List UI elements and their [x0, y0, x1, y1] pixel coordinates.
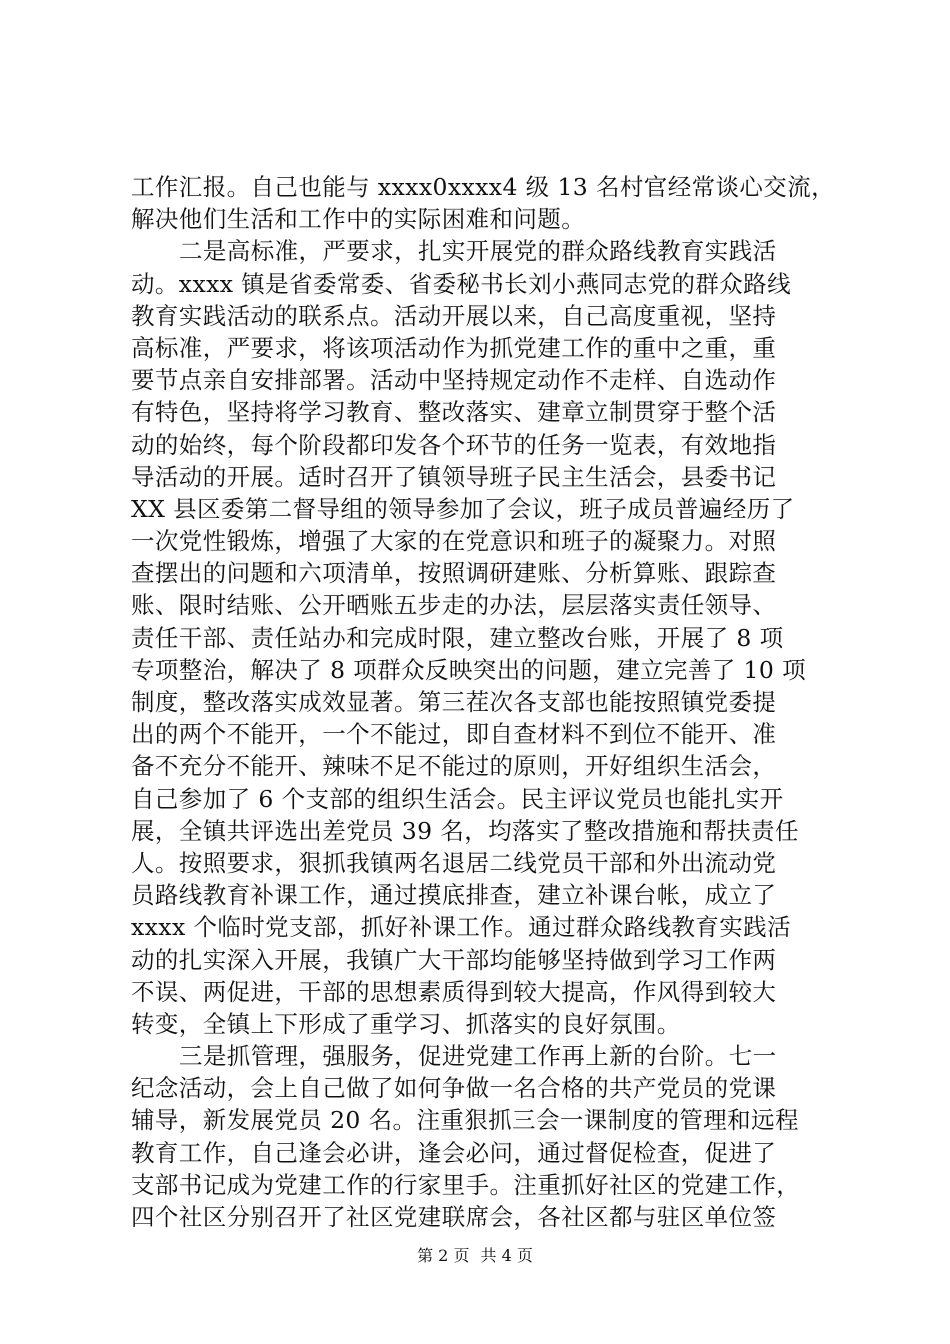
text-line: 动的始终，每个阶段都印发各个环节的任务一览表，有效地指 [131, 430, 777, 459]
text-line: XX 县区委第二督导组的领导参加了会议，班子成员普遍经历了 [131, 494, 795, 523]
text-line: 制度，整改落实成效显著。第三茬次各支部也能按照镇党委提 [131, 688, 777, 716]
text-line: 四个社区分别召开了社区党建联席会，各社区都与驻区单位签 [131, 1203, 777, 1231]
text-line: 自己参加了 6 个支部的组织生活会。民主评议党员也能扎实开 [131, 784, 784, 813]
text-line: 责任干部、责任站办和完成时限，建立整改台账，开展了 8 项 [131, 623, 784, 652]
text-line: 辅导，新发展党员 20 名。注重狠抓三会一课制度的管理和远程 [131, 1106, 799, 1135]
text-line: 转变，全镇上下形成了重学习、抓落实的良好氛围。 [131, 1009, 681, 1038]
text-line: xxxx 个临时党支部，抓好补课工作。通过群众路线教育实践活 [131, 913, 791, 942]
text-line: 专项整治，解决了 8 项群众反映突出的问题，建立完善了 10 项 [131, 655, 807, 684]
text-line: 工作汇报。自己也能与 xxxx0xxxx4 级 13 名村官经常谈心交流， [131, 173, 836, 201]
text-line: 教育工作，自己逢会必讲，逢会必问，通过督促检查，促进了 [131, 1138, 777, 1167]
text-line: 不误、两促进，干部的思想素质得到较大提高，作风得到较大 [131, 977, 777, 1006]
text-line: 有特色，坚持将学习教育、整改落实、建章立制贯穿于整个活 [131, 398, 777, 427]
text-line: 纪念活动，会上自己做了如何争做一名合格的共产党员的党课 [131, 1074, 777, 1103]
text-line: 查摆出的问题和六项清单，按照调研建账、分析算账、跟踪查 [131, 559, 777, 588]
page-total: 共 4 页 [480, 1246, 533, 1265]
body-text [131, 171, 836, 1233]
text-line: 要节点亲自安排部署。活动中坚持规定动作不走样、自选动作 [131, 366, 777, 395]
paragraph-start-line: 三是抓管理，强服务，促进党建工作再上新的台阶。七一 [179, 1042, 777, 1071]
page-footer [0, 1246, 950, 1266]
text-line: 一次党性锻炼，增强了大家的在党意识和班子的凝聚力。对照 [131, 527, 777, 556]
text-line: 教育实践活动的联系点。活动开展以来，自己高度重视，坚持 [131, 301, 777, 330]
text-line: 动。xxxx 镇是省委常委、省委秘书长刘小燕同志党的群众路线 [131, 269, 791, 298]
text-line: 人。按照要求，狠抓我镇两名退居二线党员干部和外出流动党 [131, 848, 777, 877]
text-line: 导活动的开展。适时召开了镇领导班子民主生活会，县委书记 [131, 462, 777, 491]
text-line: 支部书记成为党建工作的行家里手。注重抓好社区的党建工作， [131, 1170, 801, 1199]
text-line: 员路线教育补课工作，通过摸底排查，建立补课台帐，成立了 [131, 881, 777, 910]
text-line: 展，全镇共评选出差党员 39 名，均落实了整改措施和帮扶责任 [131, 816, 799, 845]
text-line: 出的两个不能开，一个不能过，即自查材料不到位不能开、准 [131, 720, 777, 749]
page-number: 第 2 页 [417, 1246, 470, 1265]
text-line: 解决他们生活和工作中的实际困难和问题。 [131, 205, 586, 234]
text-line: 账、限时结账、公开晒账五步走的办法，层层落实责任领导、 [131, 591, 777, 620]
text-line: 高标准，严要求，将该项活动作为抓党建工作的重中之重，重 [131, 333, 777, 362]
text-line: 备不充分不能开、辣味不足不能过的原则，开好组织生活会， [131, 752, 777, 781]
paragraph-start-line: 二是高标准，严要求，扎实开展党的群众路线教育实践活 [179, 237, 777, 266]
text-line: 动的扎实深入开展，我镇广大干部均能够坚持做到学习工作两 [131, 945, 777, 974]
